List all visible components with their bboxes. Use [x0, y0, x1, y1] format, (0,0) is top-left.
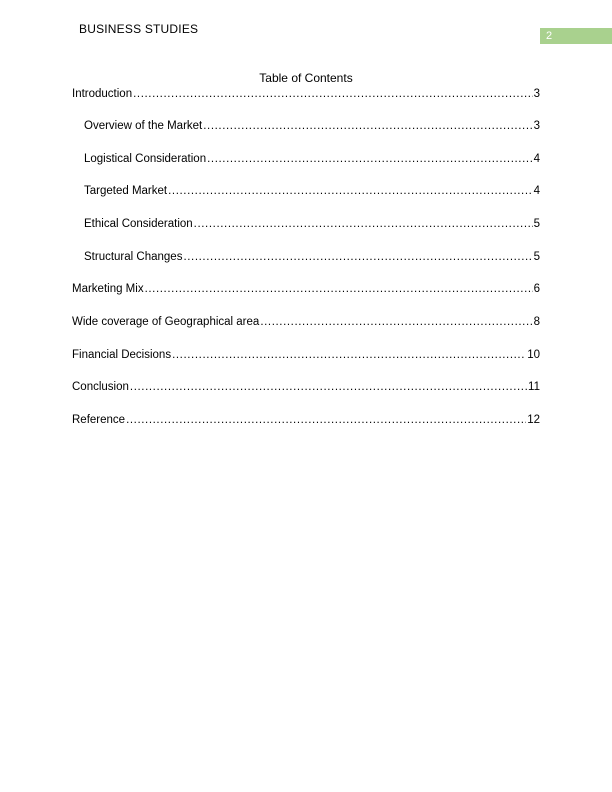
toc-dot-leader: [168, 183, 532, 199]
toc-entry-label: Wide coverage of Geographical area: [72, 316, 260, 328]
toc-dot-leader: [133, 86, 532, 102]
toc-dot-leader: [172, 347, 526, 363]
toc-entry-page: 8: [533, 316, 540, 328]
toc-entry-label: Overview of the Market: [84, 120, 203, 132]
toc-entry-page: 4: [533, 153, 540, 165]
toc-entry-page: 10: [527, 349, 540, 361]
toc-dot-leader: [145, 281, 533, 297]
toc-entry-label: Targeted Market: [84, 185, 168, 197]
toc-entry-label: Structural Changes: [84, 251, 183, 263]
toc-entry-introduction[interactable]: [72, 86, 540, 102]
toc-dot-leader: [207, 151, 532, 167]
toc-entry-financial-decisions[interactable]: [72, 347, 540, 363]
toc-entry-page: 6: [533, 283, 540, 295]
toc-entry-label: Reference: [72, 414, 126, 426]
toc-dot-leader: [194, 216, 533, 232]
toc-entry-wide-coverage[interactable]: [72, 314, 540, 330]
toc-entry-label: Introduction: [72, 88, 133, 100]
toc-heading: Table of Contents: [259, 71, 353, 85]
toc-entry-marketing-mix[interactable]: [72, 281, 540, 297]
toc-entry-label: Marketing Mix: [72, 283, 144, 295]
toc-entry-ethical-consideration[interactable]: [84, 216, 540, 232]
toc-dot-leader: [126, 412, 526, 428]
toc-entry-page: 12: [527, 414, 540, 426]
running-header-title: BUSINESS STUDIES: [79, 22, 199, 36]
toc-dot-leader: [183, 249, 532, 265]
page-number-badge: 2: [540, 28, 612, 44]
toc-entry-page: 5: [533, 251, 540, 263]
toc-entry-page: 5: [533, 218, 540, 230]
toc-dot-leader: [203, 118, 532, 134]
toc-entry-structural-changes[interactable]: [84, 249, 540, 265]
toc-entry-page: 3: [533, 120, 540, 132]
toc-entry-conclusion[interactable]: [72, 379, 540, 395]
toc-entry-logistical-consideration[interactable]: [84, 151, 540, 167]
toc-entry-targeted-market[interactable]: [84, 183, 540, 199]
toc-entry-label: Financial Decisions: [72, 349, 172, 361]
toc-dot-leader: [260, 314, 532, 330]
toc-entry-label: Ethical Consideration: [84, 218, 193, 230]
toc-entry-page: 11: [528, 381, 540, 393]
toc-dot-leader: [130, 379, 527, 395]
toc-entry-page: 4: [533, 185, 540, 197]
toc-entry-page: 3: [533, 88, 540, 100]
toc-entry-label: Conclusion: [72, 381, 129, 393]
toc-entry-overview-of-the-market[interactable]: [84, 118, 540, 134]
toc-entry-reference[interactable]: [72, 412, 540, 428]
toc-entry-label: Logistical Consideration: [84, 153, 207, 165]
